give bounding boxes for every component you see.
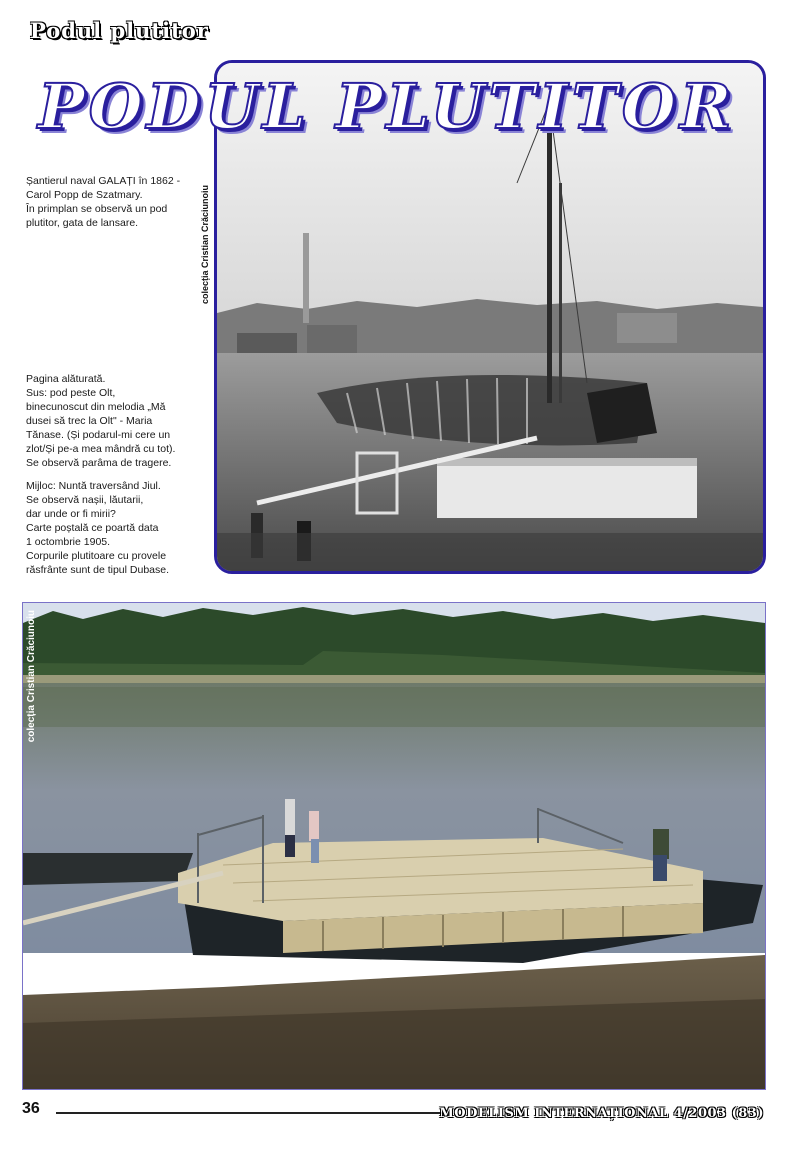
- caption-top-photo: [26, 174, 204, 230]
- photo-credit-bottom: colecția Cristian Crăciunoiu: [26, 610, 37, 743]
- caption-paragraph-2: [26, 479, 204, 577]
- caption-line: În primplan se observă un pod: [26, 203, 168, 215]
- caption-line: Tănase. (Și podarul-mi cere un: [26, 429, 171, 441]
- caption-line: Carte poștală ce poartă data: [26, 522, 159, 534]
- page-number: 36: [22, 1100, 40, 1117]
- caption-line: binecunoscut din melodia „Mă: [26, 401, 166, 413]
- section-header: Podul plutitor: [30, 18, 209, 43]
- caption-line: plutitor, gata de lansare.: [26, 217, 139, 229]
- caption-line: zlot/Și pe-a mea mândră cu tot).: [26, 443, 176, 455]
- article-title: PODUL PLUTITOR: [38, 70, 736, 143]
- caption-line: răsfrânte sunt de tipul Dubase.: [26, 564, 170, 576]
- caption-line: Corpurile plutitoare cu provele: [26, 550, 167, 562]
- caption-paragraph-1: [26, 372, 204, 470]
- caption-side-panel: [26, 372, 204, 586]
- caption-line: Mijloc: Nuntă traversând Jiul.: [26, 480, 161, 492]
- caption-line: dusei să trec la Olt" - Maria: [26, 415, 153, 427]
- caption-line: Sus: pod peste Olt,: [26, 387, 116, 399]
- caption-line: Carol Popp de Szatmary.: [26, 189, 143, 201]
- caption-line: dar unde or fi mirii?: [26, 508, 116, 520]
- caption-line: Șantierul naval GALAȚI în 1862 -: [26, 175, 181, 187]
- river-ferry-photo: [22, 602, 766, 1090]
- caption-line: Se observă nașii, lăutarii,: [26, 494, 144, 506]
- footer-divider: [56, 1112, 448, 1114]
- caption-line: Pagina alăturată.: [26, 373, 106, 385]
- photo-credit-top: colecția Cristian Crăciunoiu: [200, 185, 210, 305]
- caption-line: Se observă parâma de tragere.: [26, 457, 172, 469]
- caption-line: 1 octombrie 1905.: [26, 536, 111, 548]
- magazine-issue-label: MODELISM INTERNAȚIONAL 4/2003 (83): [439, 1106, 764, 1121]
